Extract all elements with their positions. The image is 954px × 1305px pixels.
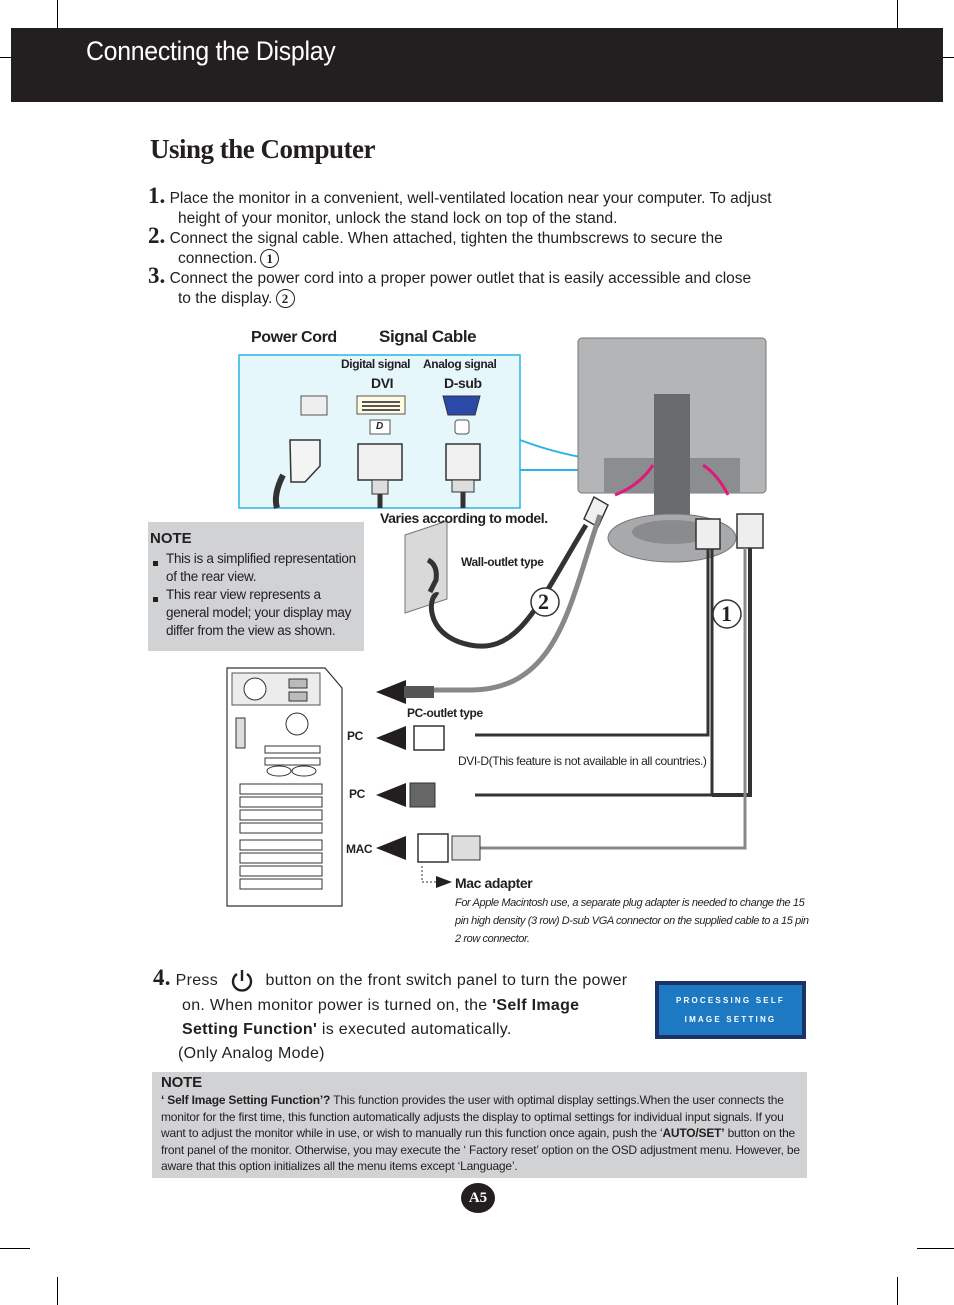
monitor-stand bbox=[654, 394, 690, 534]
dsub-label: D-sub bbox=[444, 375, 482, 391]
section-title: Using the Computer bbox=[150, 134, 375, 164]
step-text: on. When monitor power is turned on, the bbox=[182, 996, 493, 1014]
step-number: 1. bbox=[148, 183, 166, 208]
varies-label: Varies according to model. bbox=[380, 510, 548, 526]
step-number: 2. bbox=[148, 223, 166, 248]
dvi-mark: D bbox=[376, 421, 383, 432]
step-text: Connect the signal cable. When attached, tighten the thumbscrews to secure the bbox=[169, 230, 723, 247]
signal-cable-label: Signal Cable bbox=[379, 327, 477, 346]
step-text: Place the monitor in a convenient, well-ventilated location near your computer. To adjust bbox=[169, 190, 772, 207]
note-bold: AUTO/SET’ bbox=[662, 1126, 725, 1140]
step-text: Connect the power cord into a proper power outlet that is easily accessible and close bbox=[169, 270, 752, 287]
callout-ref-1: 1 bbox=[260, 249, 279, 268]
osd-line: PROCESSING SELF bbox=[675, 996, 785, 1005]
step-4 bbox=[153, 966, 673, 1066]
dsub-plug-icon bbox=[446, 444, 480, 480]
callout-2: 2 bbox=[538, 589, 549, 614]
step-text: Press bbox=[175, 972, 219, 989]
note-text: button on the front panel of the monitor. Otherwise, you may execute the ‘ Factory reset’ option on the OSD adjustment menu. However, be aware that this option initializes all the menu items except ‘Language’. bbox=[161, 1126, 800, 1173]
analog-signal-label: Analog signal bbox=[423, 357, 497, 371]
note-title: NOTE bbox=[150, 530, 192, 547]
step-text: connection. bbox=[178, 250, 258, 267]
step-text: height of your monitor, unlock the stand lock on top of the stand. bbox=[178, 210, 618, 227]
step-text: (Only Analog Mode) bbox=[178, 1044, 325, 1062]
note-rear-view bbox=[148, 522, 364, 651]
callout-1: 1 bbox=[721, 601, 732, 626]
wall-outlet-label: Wall-outlet type bbox=[461, 555, 544, 569]
callout-ref-2: 2 bbox=[276, 289, 295, 308]
mac-label: MAC bbox=[346, 842, 373, 856]
note-item: This is a simplified representation of the rear view. bbox=[148, 550, 358, 586]
step-number: 3. bbox=[148, 263, 166, 288]
step-number: 4. bbox=[153, 965, 171, 990]
pc-label-2: PC bbox=[349, 787, 365, 801]
step-text-bold: Setting Function' bbox=[182, 1020, 318, 1038]
mac-adapter-label: Mac adapter bbox=[455, 875, 533, 891]
analog-mark-icon bbox=[455, 420, 469, 434]
page-header-title: Connecting the Display bbox=[86, 36, 336, 66]
step-text: button on the front switch panel to turn the power bbox=[265, 972, 628, 989]
note-lead: ‘ Self Image Setting Function’? bbox=[161, 1093, 331, 1107]
note-title: NOTE bbox=[161, 1074, 202, 1091]
step-text: to the display. bbox=[178, 290, 273, 307]
power-icon bbox=[229, 968, 255, 994]
step-text: is executed automatically. bbox=[317, 1020, 512, 1038]
note-self-image bbox=[152, 1072, 807, 1178]
step-text-bold: 'Self Image bbox=[492, 996, 580, 1014]
note-text: This function provides the user with optimal display settings.When the user connects the monitor for the first time, this function automatically adjusts the display to optimal settings for individual input signals. If you want to adjust the monitor while in use, or wish to manually run this function once again, push the ‘ bbox=[161, 1093, 784, 1140]
pc-label-1: PC bbox=[347, 729, 363, 743]
note-item: This rear view represents a general model; your display may differ from the view as shown. bbox=[148, 586, 358, 640]
page-number-badge: A5 bbox=[461, 1183, 495, 1213]
mac-adapter-note: For Apple Macintosh use, a separate plug adapter is needed to change the 15 pin high density (3 row) D-sub VGA connector on the supplied cable to a 15 pin 2 row connector. bbox=[455, 897, 809, 945]
power-cord-label: Power Cord bbox=[251, 329, 337, 346]
dsub-port-icon bbox=[443, 396, 480, 415]
osd-line: IMAGE SETTING bbox=[684, 1015, 777, 1024]
osd-message-box bbox=[655, 981, 806, 1039]
dvi-label: DVI bbox=[371, 375, 394, 391]
pc-outlet-label: PC-outlet type bbox=[407, 706, 483, 720]
dvi-plug-icon bbox=[358, 444, 402, 480]
digital-signal-label: Digital signal bbox=[341, 357, 411, 371]
dvi-d-note: DVI-D(This feature is not available in all countries.) bbox=[458, 754, 707, 768]
power-socket-icon bbox=[301, 396, 327, 415]
